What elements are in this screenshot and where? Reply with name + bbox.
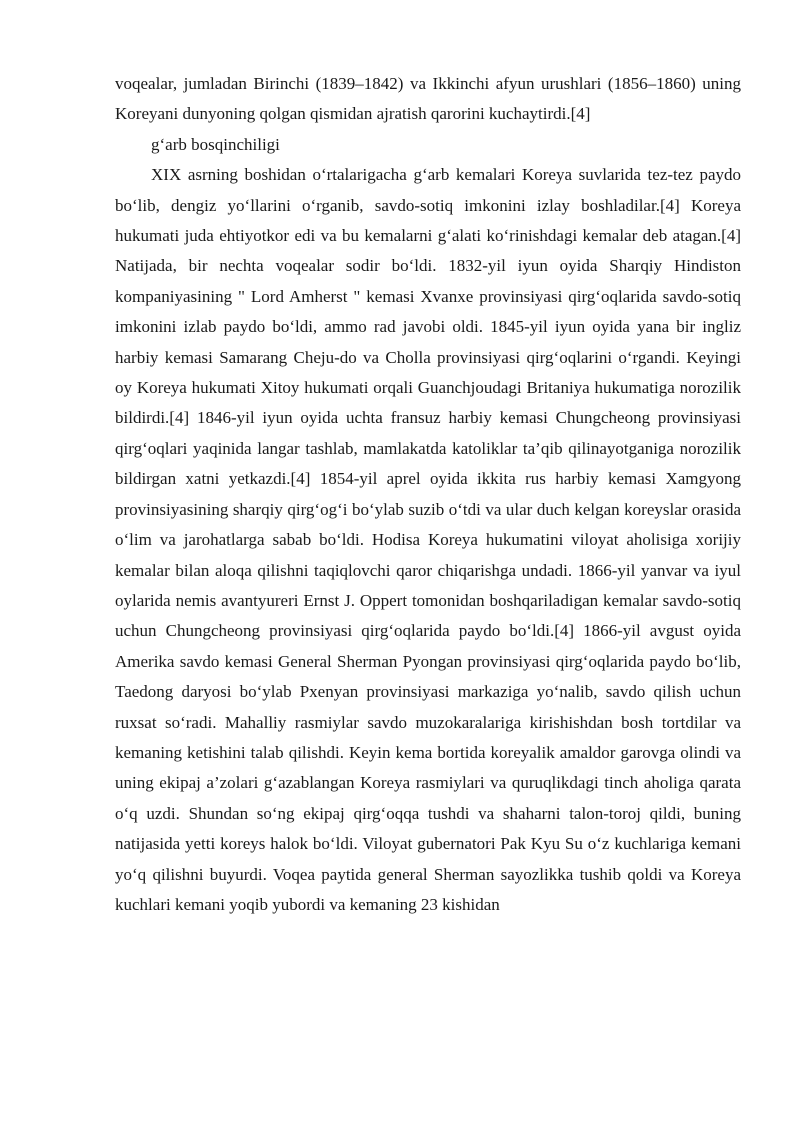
document-body: [115, 69, 741, 920]
paragraph-body: XIX asrning boshidan o‘rtalarigacha g‘arb kemalari Koreya suvlarida tez-tez paydo bo‘lib, dengiz yo‘llarini o‘rganib, savdo-sotiq imkonini izlay boshladilar.[4] Koreya hukumati juda ehtiyotkor edi va bu kemalarni g‘alati ko‘rinishdagi kemalar deb atagan.[4] Natijada, bir nechta voqealar sodir bo‘ldi. 1832-yil iyun oyida Sharqiy Hindiston kompaniyasining " Lord Amherst " kemasi Xvanxe provinsiyasi qirg‘oqlarida savdo-sotiq imkonini izlab paydo bo‘ldi, ammo rad javobi oldi. 1845-yil iyun oyida yana bir ingliz harbiy kemasi Samarang Cheju-do va Cholla provinsiyasi qirg‘oqlarini o‘rgandi. Keyingi oy Koreya hukumati Xitoy hukumati orqali Guanchjoudagi Britaniya hukumatiga norozilik bildirdi.[4] 1846-yil iyun oyida uchta fransuz harbiy kemasi Chungcheong provinsiyasi qirg‘oqlari yaqinida langar tashlab, mamlakatda katoliklar ta’qib qilinayotganiga norozilik bildirgan xatni yetkazdi.[4] 1854-yil aprel oyida ikkita rus harbiy kemasi Xamgyong provinsiyasining sharqiy qirg‘og‘i bo‘ylab suzib o‘tdi va ular duch kelgan koreyslar orasida o‘lim va jarohatlarga sabab bo‘ldi. Hodisa Koreya hukumatini viloyat aholisiga xorijiy kemalar bilan aloqa qilishni taqiqlovchi qaror chiqarishga undadi. 1866-yil yanvar va iyul oylarida nemis avantyureri Ernst J. Oppert tomonidan boshqariladigan kemalar savdo-sotiq uchun Chungcheong provinsiyasi qirg‘oqlarida paydo bo‘ldi.[4] 1866-yil avgust oyida Amerika savdo kemasi General Sherman Pyongan provinsiyasi qirg‘oqlarida paydo bo‘lib, Taedong daryosi bo‘ylab Pxenyan provinsiyasi markaziga yo‘nalib, savdo qilish uchun ruxsat so‘radi. Mahalliy rasmiylar savdo muzokaralariga kirishishdan bosh tortdilar va kemaning ketishini talab qilishdi. Keyin kema bortida koreyalik amaldor garovga olindi va uning ekipaj a’zolari g‘azablangan Koreya rasmiylari va quruqlikdagi tinch aholiga qarata o‘q uzdi. Shundan so‘ng ekipaj qirg‘oqqa tushdi va shaharni talon-toroj qildi, buning natijasida yetti koreys halok bo‘ldi. Viloyat gubernatori Pak Kyu Su o‘z kuchlariga kemani yo‘q qilishni buyurdi. Voqea paytida general Sherman sayozlikka tushib qoldi va Koreya kuchlari kemani yoqib yubordi va kemaning 23 kishidan: [115, 165, 741, 914]
section-heading: g‘arb bosqinchiligi: [151, 134, 280, 154]
paragraph-continuation: voqealar, jumladan Birinchi (1839–1842) va Ikkinchi afyun urushlari (1856–1860) uning Koreyani dunyoning qolgan qismidan ajratish qarorini kuchaytirdi.[4]: [115, 74, 741, 124]
